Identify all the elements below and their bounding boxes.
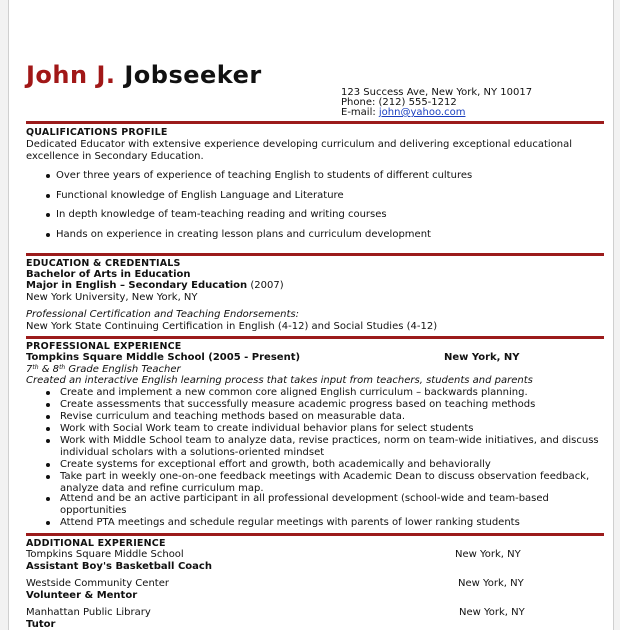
duty-item: Attend and be an active participant in all professional development (school-wide and team-based [60, 493, 549, 504]
additional-heading: ADDITIONAL EXPERIENCE [26, 538, 166, 549]
qualifications-heading: QUALIFICATIONS PROFILE [26, 127, 168, 138]
experience-heading: PROFESSIONAL EXPERIENCE [26, 341, 182, 352]
email-line [341, 107, 465, 119]
duty-item-continued: individual scholars with a solutions-oriented mindset [60, 447, 325, 458]
bullet-icon [46, 213, 50, 217]
bullet-icon [46, 439, 50, 443]
school: New York University, New York, NY [26, 292, 198, 303]
duty-item: Work with Social Work team to create individual behavior plans for select students [60, 423, 474, 434]
duty-item: Attend PTA meetings and schedule regular meetings with parents of lower ranking students [60, 517, 520, 528]
major: Major in English – Secondary Education [26, 280, 248, 291]
email-label: E-mail: [341, 107, 379, 118]
certification-label: Professional Certification and Teaching Endorsements: [26, 309, 299, 320]
first-name: John J. [26, 61, 116, 89]
bullet-icon [46, 475, 50, 479]
employer: Tompkins Square Middle School (2005 - Present) [26, 352, 301, 363]
qualifications-summary-line-1: Dedicated Educator with extensive experience developing curriculum and delivering exceptional educational [26, 139, 573, 150]
duty-item: Revise curriculum and teaching methods based on measurable data. [60, 411, 406, 422]
qualification-item: Over three years of experience of teaching English to students of different cultures [56, 170, 473, 181]
additional-role: Volunteer & Mentor [26, 590, 138, 601]
section-divider [26, 336, 604, 339]
last-name: Jobseeker [124, 61, 262, 89]
major-year: (2007) [247, 280, 284, 291]
duty-item: Take part in weekly one-on-one feedback meetings with Academic Dean to discuss observation feedback, [60, 471, 590, 482]
address: 123 Success Ave, New York, NY 10017 [341, 87, 533, 98]
duty-item-continued: analyze data and refine curriculum map. [60, 483, 264, 494]
additional-role: Assistant Boy's Basketball Coach [26, 561, 212, 572]
bullet-icon [46, 521, 50, 525]
duty-item: Create and implement a new common core aligned English curriculum – backwards planning. [60, 387, 528, 398]
email-link[interactable]: john@yahoo.com [378, 107, 466, 118]
section-divider [26, 253, 604, 256]
qualification-item: Functional knowledge of English Language and Literature [56, 190, 344, 201]
bullet-icon [46, 391, 50, 395]
employer-location: New York, NY [444, 352, 520, 363]
additional-location: New York, NY [455, 549, 521, 560]
bullet-icon [46, 194, 50, 198]
bullet-icon [46, 463, 50, 467]
additional-role: Tutor [26, 619, 56, 630]
bullet-icon [46, 497, 50, 501]
additional-location: New York, NY [458, 578, 524, 589]
duty-item: Create systems for exceptional effort and growth, both academically and behaviorally [60, 459, 491, 470]
job-title-sup: th [32, 364, 39, 371]
bullet-icon [46, 415, 50, 419]
certification: New York State Continuing Certification in English (4-12) and Social Studies (4-12) [26, 321, 438, 332]
job-title-part: 7 [26, 364, 33, 375]
duty-item-continued: opportunities [60, 505, 127, 516]
bullet-icon [46, 233, 50, 237]
resume-page [8, 0, 614, 630]
job-title-part: & 8 [38, 364, 60, 375]
bullet-icon [46, 427, 50, 431]
job-title-part: Grade English Teacher [65, 364, 181, 375]
education-heading: EDUCATION & CREDENTIALS [26, 258, 181, 269]
additional-org: Westside Community Center [26, 578, 169, 589]
section-divider [26, 533, 604, 536]
bullet-icon [46, 174, 50, 178]
section-divider [26, 121, 604, 124]
additional-org: Tompkins Square Middle School [26, 549, 184, 560]
duty-item: Work with Middle School team to analyze data, revise practices, norm on team-wide initiatives, and discuss [60, 435, 599, 446]
qualification-item: In depth knowledge of team-teaching reading and writing courses [56, 209, 387, 220]
candidate-name [26, 60, 262, 90]
job-title-sup: th [59, 364, 66, 371]
degree: Bachelor of Arts in Education [26, 269, 191, 280]
qualification-item: Hands on experience in creating lesson plans and curriculum development [56, 229, 431, 240]
bullet-icon [46, 403, 50, 407]
additional-org: Manhattan Public Library [26, 607, 151, 618]
major-line [26, 280, 284, 292]
duty-item: Create assessments that successfully measure academic progress based on teaching methods [60, 399, 536, 410]
job-summary: Created an interactive English learning process that takes input from teachers, students and parents [26, 375, 533, 386]
qualifications-summary-line-2: excellence in Secondary Education. [26, 151, 204, 162]
phone: Phone: (212) 555-1212 [341, 97, 457, 108]
additional-location: New York, NY [459, 607, 525, 618]
